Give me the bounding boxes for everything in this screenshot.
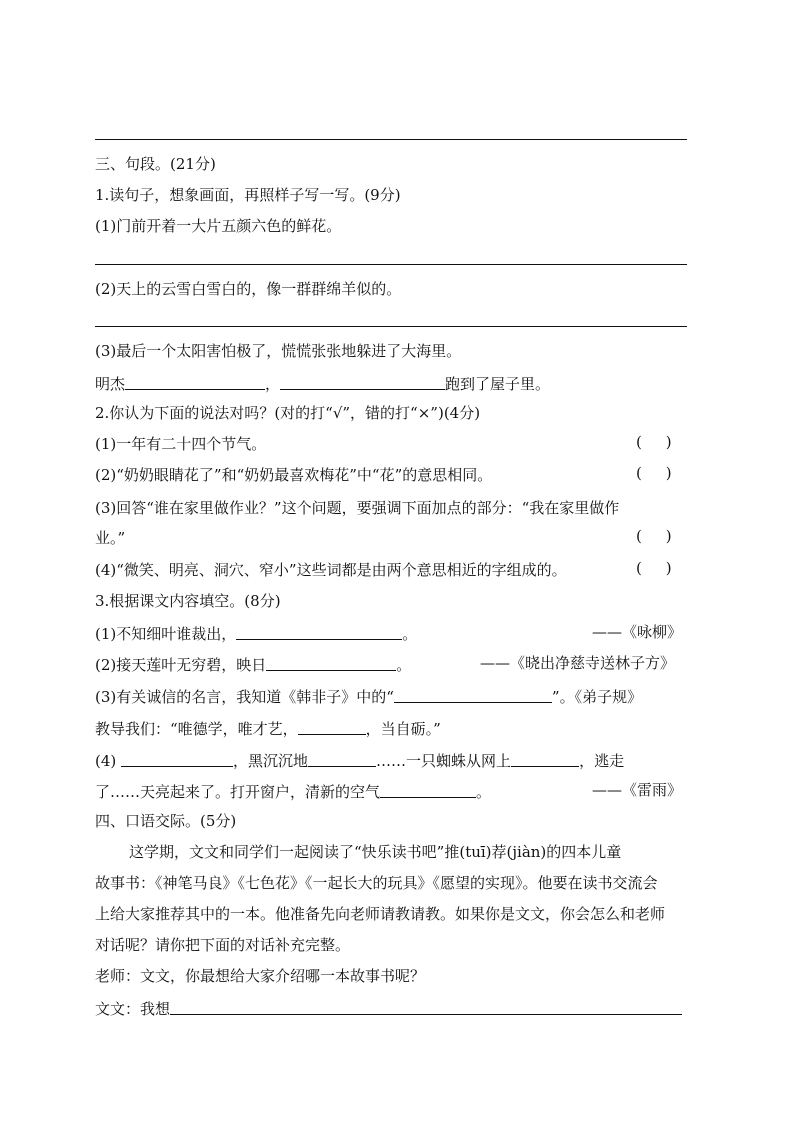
q3-4-c: ……一只蜘蛛从网上 xyxy=(376,752,512,770)
q3-item-4 xyxy=(95,748,690,770)
q1-sentence-3: (3)最后一个太阳害怕极了，慌慌张张地躲进了大海里。 xyxy=(95,342,462,360)
q2-item-4: (4)“微笑、明亮、洞穴、窄小”这些词都是由两个意思相近的字组成的。 xyxy=(95,561,567,579)
q3-4b-suffix: 。 xyxy=(476,783,492,801)
fill-blank[interactable] xyxy=(394,685,552,703)
q3-1-suffix: 。 xyxy=(402,625,418,643)
q3-item-3-cont xyxy=(95,716,690,738)
section3-title: 三、句段。(21分) xyxy=(95,155,216,173)
fill-blank[interactable] xyxy=(121,749,233,767)
q3-4b-prefix: 了……天亮起来了。打开窗户，清新的空气 xyxy=(95,783,381,801)
q3-title: 3.根据课文内容填空。(8分) xyxy=(95,592,281,610)
q3-item-3 xyxy=(95,684,690,706)
q3-2-prefix: (2)接天莲叶无穷碧，映日 xyxy=(95,656,267,674)
q3-2-suffix: 。 xyxy=(396,656,412,674)
q3-3-suffix: ”。《弟子规》 xyxy=(551,688,643,706)
fill-blank[interactable] xyxy=(298,717,366,735)
fill-prefix: 明杰 xyxy=(95,375,126,393)
q3-1-prefix: (1)不知细叶谁裁出， xyxy=(95,625,237,643)
q3-3b-suffix: ，当自砺。” xyxy=(365,720,441,738)
q1-fill-line xyxy=(95,371,690,393)
answer-line[interactable] xyxy=(95,139,687,140)
section4-paragraph-line: 上给大家推荐其中的一本。他准备先向老师请教请教。如果你是文文，你会怎么和老师 xyxy=(95,905,666,923)
answer-parentheses[interactable]: ( ) xyxy=(636,464,672,482)
answer-parentheses[interactable]: ( ) xyxy=(636,559,672,577)
q3-3b-prefix: 教导我们：“唯德学，唯才艺， xyxy=(95,720,298,738)
q3-4-d: ，逃走 xyxy=(579,752,625,770)
answer-line[interactable] xyxy=(95,264,687,265)
section4-paragraph-line: 这学期，文文和同学们一起阅读了“快乐读书吧”推(tuī)荐(jiàn)的四本儿童 xyxy=(129,843,622,861)
answer-line[interactable] xyxy=(95,326,687,327)
section4-paragraph-line: 对话呢？请你把下面的对话补充完整。 xyxy=(95,936,351,954)
q2-title: 2.你认为下面的说法对吗？(对的打“√”，错的打“×”)(4分) xyxy=(95,404,481,422)
q1-sentence-2: (2)天上的云雪白雪白的，像一群群绵羊似的。 xyxy=(95,280,402,298)
q2-item-2: (2)“奶奶眼睛花了”和“奶奶最喜欢梅花”中“花”的意思相同。 xyxy=(95,466,493,484)
answer-parentheses[interactable]: ( ) xyxy=(636,433,672,451)
fill-blank[interactable] xyxy=(266,653,396,671)
fill-blank[interactable] xyxy=(236,622,402,640)
student-line xyxy=(95,996,690,1018)
q3-4-a: (4) xyxy=(95,752,117,770)
source-attribution: ——《雷雨》 xyxy=(592,781,683,799)
section4-paragraph-line: 故事书：《神笔马良》《七色花》《一起长大的玩具》《愿望的实现》。他要在读书交流会 xyxy=(95,874,658,892)
source-attribution: ——《晓出净慈寺送林子方》 xyxy=(480,654,676,672)
q2-item-3: (3)回答“谁在家里做作业？”这个问题，要强调下面加点的部分：“我在家里做作 xyxy=(95,499,620,517)
fill-blank[interactable] xyxy=(280,372,445,390)
q3-4-b: ，黑沉沉地 xyxy=(233,752,309,770)
fill-suffix: 跑到了屋子里。 xyxy=(445,375,551,393)
section4-title: 四、口语交际。(5分) xyxy=(95,812,237,830)
fill-mid: ， xyxy=(265,375,281,393)
source-attribution: ——《咏柳》 xyxy=(592,623,683,641)
answer-parentheses[interactable]: ( ) xyxy=(636,527,672,545)
fill-blank[interactable] xyxy=(125,372,265,390)
fill-blank[interactable] xyxy=(511,749,579,767)
q1-sentence-1: (1)门前开着一大片五颜六色的鲜花。 xyxy=(95,217,342,235)
q2-item-1: (1)一年有二十四个节气。 xyxy=(95,435,267,453)
q2-item-3-cont: 业。” xyxy=(95,529,126,547)
teacher-line: 老师：文文，你最想给大家介绍哪一本故事书呢？ xyxy=(95,967,426,985)
q3-3-prefix: (3)有关诚信的名言，我知道《韩非子》中的“ xyxy=(95,688,394,706)
fill-blank[interactable] xyxy=(380,780,476,798)
q1-title: 1.读句子，想象画面，再照样子写一写。(9分) xyxy=(95,186,401,204)
student-prefix: 文文：我想 xyxy=(95,1000,171,1018)
fill-blank[interactable] xyxy=(308,749,376,767)
fill-blank[interactable] xyxy=(170,997,682,1015)
